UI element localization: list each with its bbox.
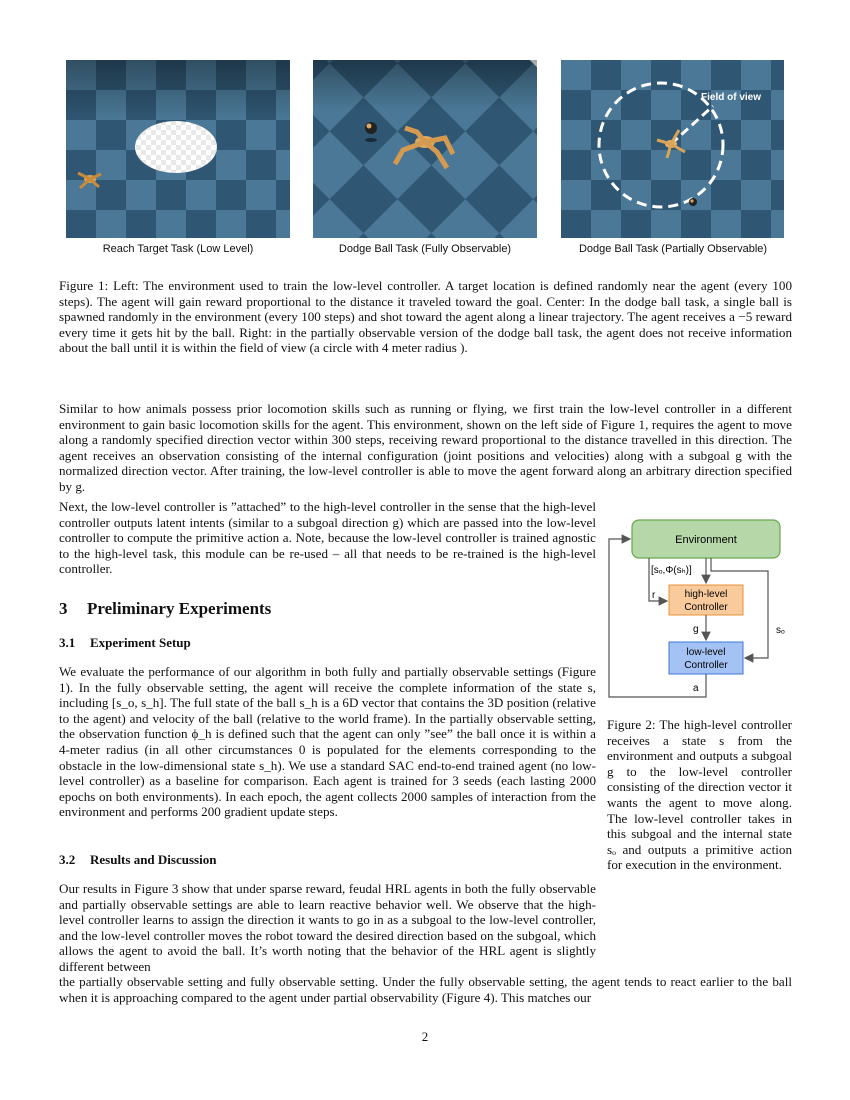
high-level-label-2: Controller <box>684 602 728 613</box>
figure1-caption-reach: Reach Target Task (Low Level) <box>102 243 254 255</box>
figure2-caption: Figure 2: The high-level controller receives a state s from the environment and outputs a subgoal g to the low-level controller consisting of the direction vector it wants the agent to move along. The low-level controller takes in this subgoal and the internal state sₒ and outputs a primitive action for execution in the environment. <box>607 717 792 873</box>
figure1-panel-dodge-partial <box>561 60 784 238</box>
figure1-panel-reach-target <box>66 60 290 238</box>
body-paragraph: Our results in Figure 3 show that under sparse reward, feudal HRL agents in both the fully observable and partially observable settings are able to learn reactive behavior well. We observe that the high-level controller learns to assign the direction it wants to go in as a subgoal to the low-level controller, and the low-level controller moves the robot toward the desired direction based on the subgoal, which allows the agent to avoid the ball. It’s worth noting that the behavior of the HRL agent is slightly different between <box>59 881 596 974</box>
observation-label: [sₒ,Φ(sₕ)] <box>651 565 692 576</box>
figure1-panel-dodge-full <box>313 60 537 238</box>
section-heading: 3 Preliminary Experiments <box>59 599 272 618</box>
dodge-partial-render <box>561 60 784 238</box>
ball-icon <box>365 122 377 142</box>
reward-label: r <box>652 590 656 601</box>
dodge-full-render <box>313 60 537 238</box>
body-paragraph: We evaluate the performance of our algorithm in both fully and partially observable settings (Figure 1). In the fully observable setting, the agent will receive the complete information of the state s, including [s_o, s_h]. The full state of the ball s_h is a 6D vector that contains the 3D position (relative to the agent) and velocity of the ball (relative to the world frame). In the partially observable setting, the observation function ϕ_h is defined such that the agent can only ”see” the ball once it is within a 4-meter radius (in all other circumstances 0 is populated for the elements corresponding to the obstacle in the low-dimensional state s_h). We use a standard SAC end-to-end trained agent (no low-level controller) as a baseline for comparison. Each agent is trained for 3 seeds (each lasting 2000 epochs on both environments). In each epoch, the agent collects 2000 samples of interaction from the environment and performs 200 gradient update steps. <box>59 664 596 820</box>
ball-icon <box>689 198 697 206</box>
body-paragraph: the partially observable setting and fully observable setting. Under the fully observable setting, the agent tends to react earlier to the ball when it is approaching compared to the agent under partial observability (Figure 4). This matches our <box>59 974 792 1005</box>
subgoal-label: g <box>693 624 699 635</box>
subsection-heading: 3.1 Experiment Setup <box>59 635 191 650</box>
high-level-label-1: high-level <box>684 589 728 600</box>
internal-state-label: sₒ <box>776 625 785 636</box>
reach-target-render <box>66 60 290 238</box>
field-of-view-label: Field of view <box>701 92 762 103</box>
figure1-caption: Figure 1: Left: The environment used to train the low-level controller. A target location is defined randomly near the agent (every 100 steps). The agent will gain reward proportional to the distance it traveled toward the goal. Center: In the dodge ball task, a single ball is spawned randomly in the environment (every 100 steps) and shot toward the agent along a linear trajectory. The agent receives a −5 reward every time it gets hit by the ball. Right: in the partially observable version of the dodge ball task, the agent does not receive information about the ball until it is within the field of view (a circle with 4 meter radius ). <box>59 278 792 356</box>
low-level-label-2: Controller <box>684 660 728 671</box>
body-paragraph: Similar to how animals possess prior locomotion skills such as running or flying, we first train the low-level controller in a different environment to gain basic locomotion skills for the agent. This environment, shown on the left side of Figure 1, requires the agent to move along a randomly specified direction vector within 300 steps, receiving reward proportional to the distance travelled in this direction. The agent receives an observation consisting of the internal configuration (joint positions and velocities) along with a subgoal g with the normalized direction vector. After training, the low-level controller is able to move the agent forward along an arbitrary direction specified by g. <box>59 401 792 494</box>
target-disc <box>135 121 217 173</box>
figure1-caption-dodge-full: Dodge Ball Task (Fully Observable) <box>338 243 512 255</box>
environment-label: Environment <box>675 534 737 546</box>
action-label: a <box>693 683 699 694</box>
page-number: 2 <box>421 1029 429 1044</box>
figure1-caption-dodge-partial: Dodge Ball Task (Partially Observable) <box>578 243 768 255</box>
body-paragraph: Next, the low-level controller is ”attached” to the high-level controller in the sense that the high-level controller outputs latent intents (similar to a subgoal direction g) which are passed into the low-level controller to compute the primitive action a. Note, because the low-level controller is trained agnostic to the high-level task, this module can be re-used – all that needs to be re-trained is the high-level controller. <box>59 499 596 577</box>
subsection-heading: 3.2 Results and Discussion <box>59 852 217 867</box>
low-level-label-1: low-level <box>686 647 726 658</box>
figure2-diagram <box>605 515 795 705</box>
